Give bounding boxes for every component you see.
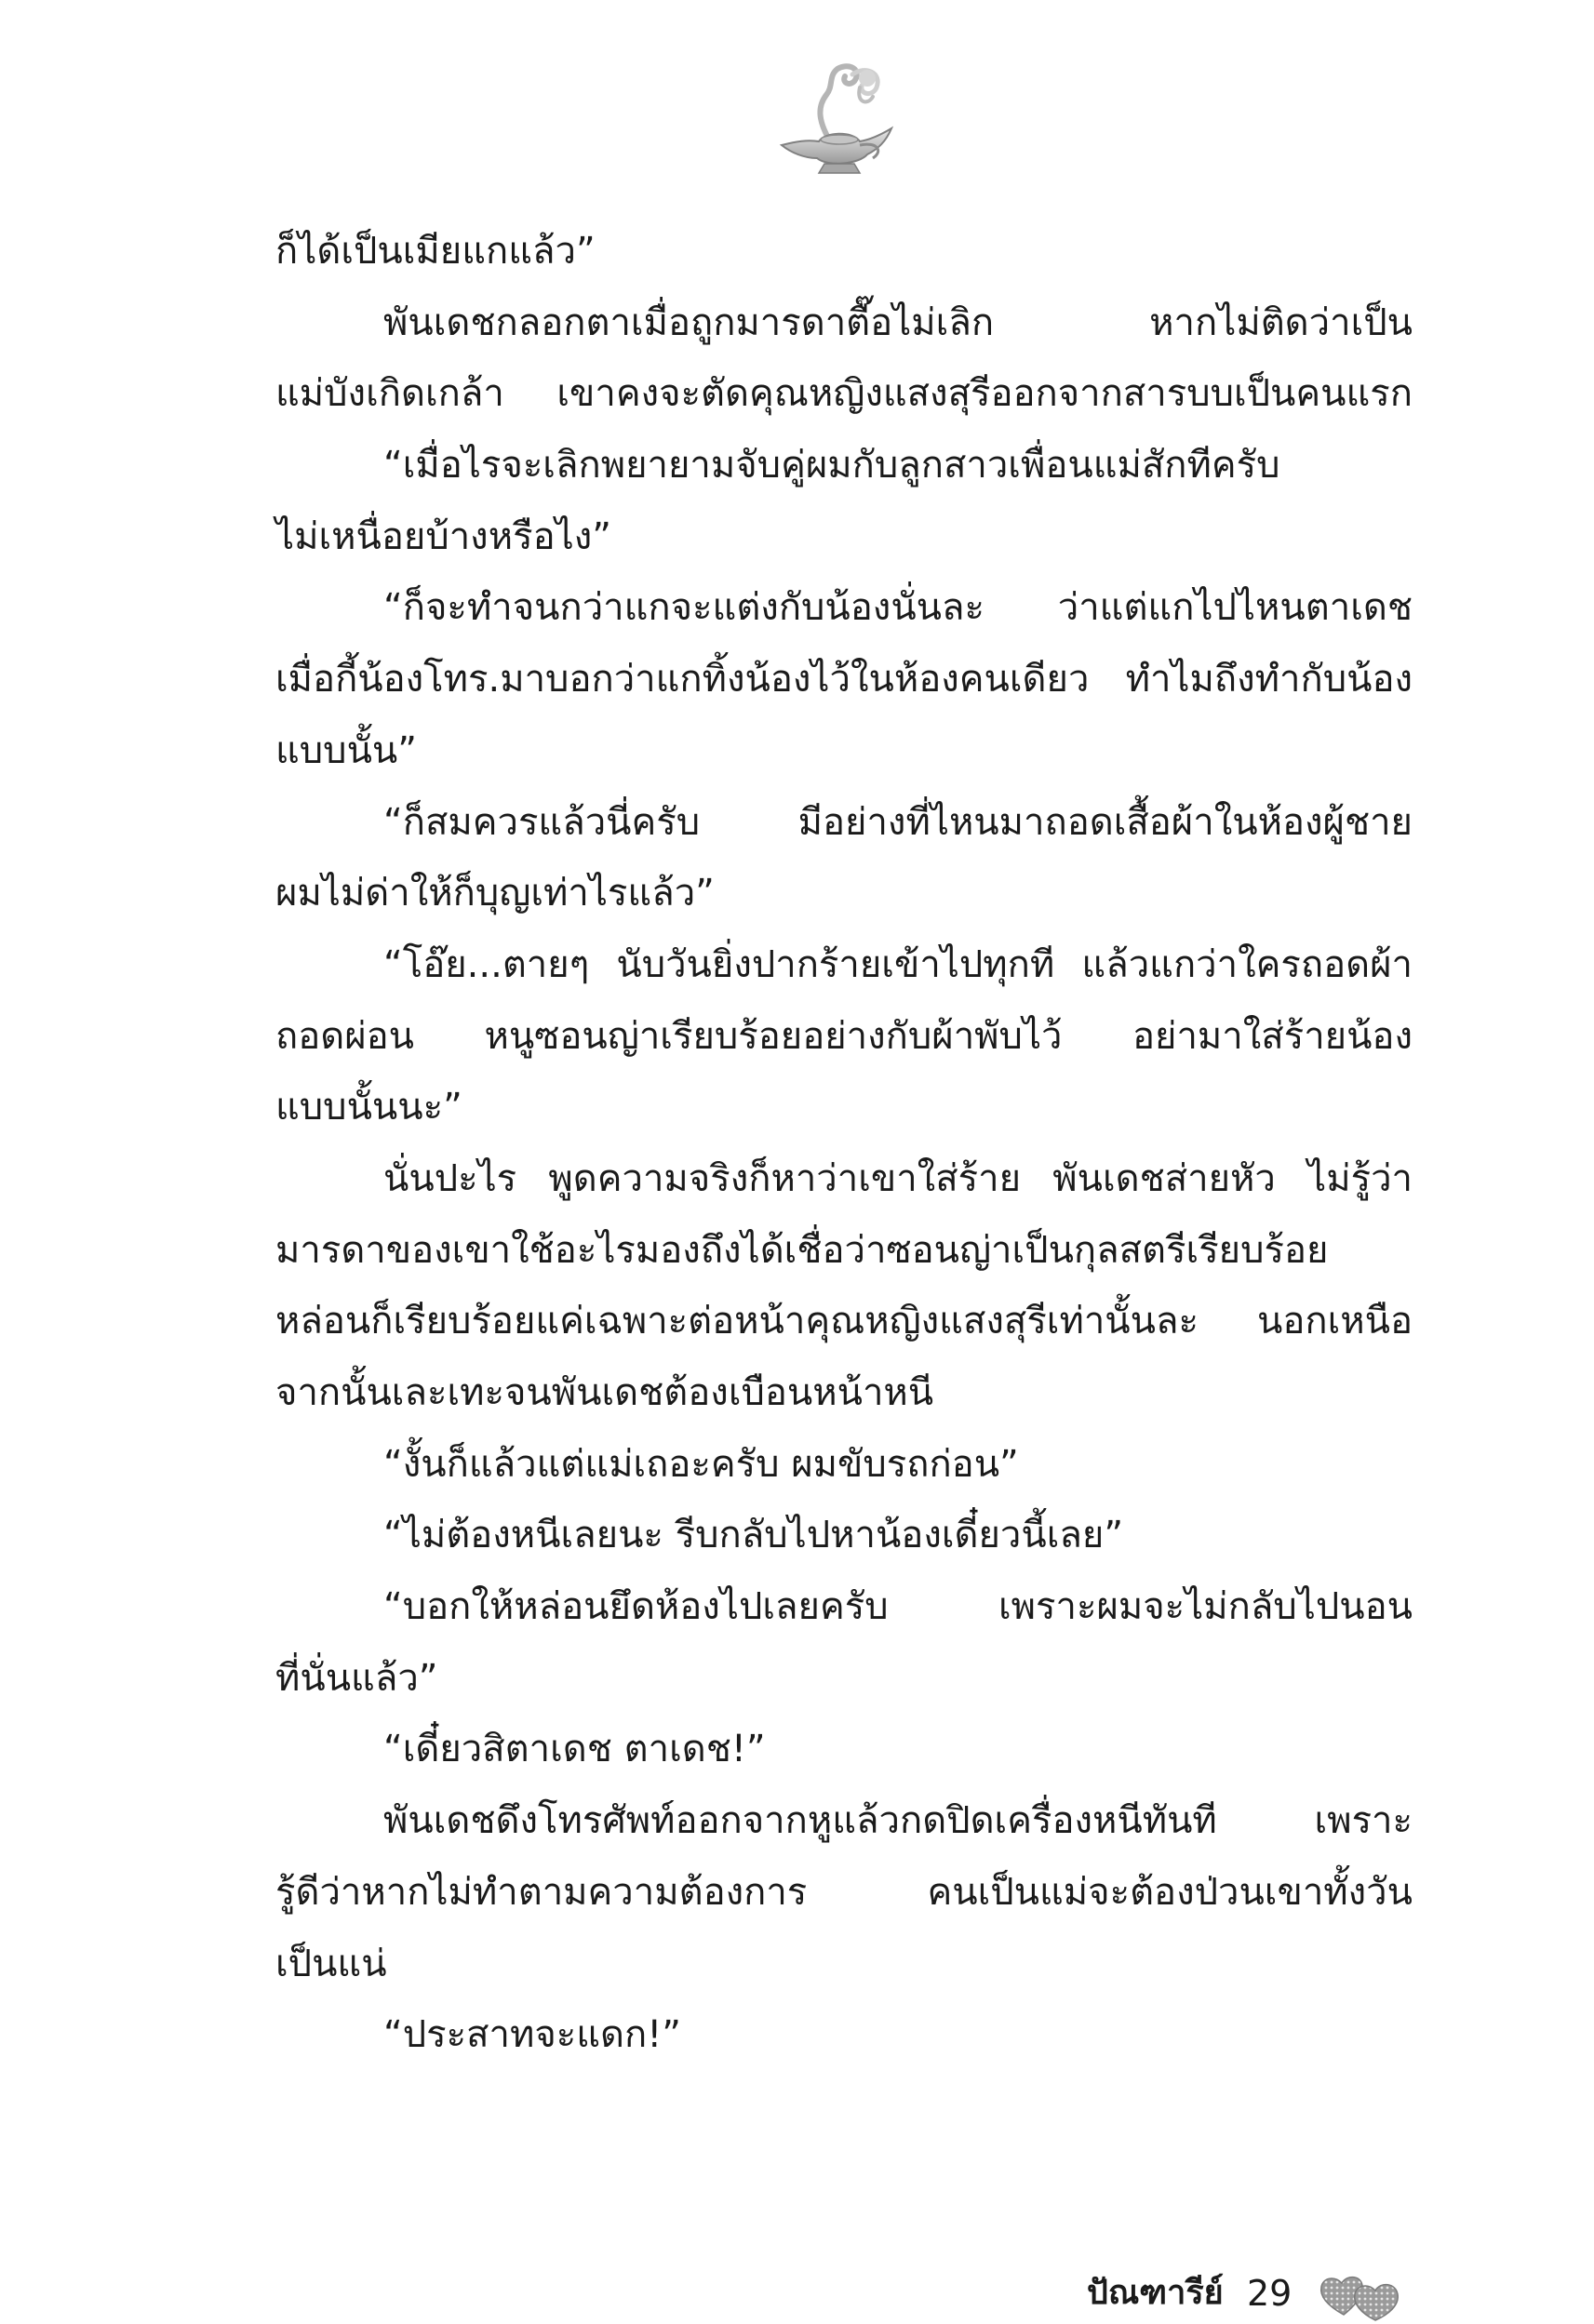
- body-text: [275, 216, 1413, 2071]
- text-line: “เมื่อไรจะเลิกพยายามจับคู่ผมกับลูกสาวเพื่อนแม่สักทีครับ: [383, 444, 1280, 488]
- text-line: จากนั้นเละเทะจนพันเดชต้องเบือนหน้าหนี: [275, 1371, 934, 1414]
- text-line: เป็นแน่: [275, 1942, 387, 1985]
- text-line: “โอ๊ย...ตายๆ นับวันยิ่งปากร้ายเข้าไปทุกที แล้วแกว่าใครถอดผ้า: [383, 942, 1413, 986]
- text-line: ที่นั่นแล้ว”: [275, 1656, 438, 1700]
- book-title: ปัณฑารีย์: [1087, 2274, 1224, 2312]
- text-line: เมื่อกี้น้องโทร.มาบอกว่าแกทิ้งน้องไว้ในห้องคนเดียว ทำไมถึงทำกับน้อง: [275, 658, 1413, 701]
- text-line: “ไม่ต้องหนีเลยนะ รีบกลับไปหาน้องเดี๋ยวนี้เลย”: [383, 1514, 1124, 1557]
- text-line: “งั้นก็แล้วแต่แม่เถอะครับ ผมขับรถก่อน”: [383, 1442, 1019, 1486]
- text-line: “ประสาทจะแดก!”: [383, 2013, 681, 2057]
- text-line: ถอดผ่อน หนูซอนญ่าเรียบร้อยอย่างกับผ้าพับไว้ อย่ามาใส่ร้ายน้อง: [275, 1014, 1413, 1058]
- text-line: พันเดชกลอกตาเมื่อถูกมารดาตื๊อไม่เลิก หากไม่ติดว่าเป็น: [383, 301, 1413, 344]
- text-line: ก็ได้เป็นเมียแกแล้ว”: [275, 230, 596, 273]
- text-line: พันเดชดึงโทรศัพท์ออกจากหูแล้วกดปิดเครื่องหนีทันที เพราะ: [383, 1799, 1413, 1843]
- text-line: แม่บังเกิดเกล้า เขาคงจะตัดคุณหญิงแสงสุรีออกจากสารบบเป็นคนแรก: [275, 372, 1413, 416]
- genie-lamp-icon: [763, 56, 903, 186]
- text-line: มารดาของเขาใช้อะไรมองถึงได้เชื่อว่าซอนญ่าเป็นกุลสตรีเรียบร้อย: [275, 1228, 1329, 1272]
- hearts-decoration-icon: [1318, 2268, 1407, 2324]
- text-line: “บอกให้หล่อนยึดห้องไปเลยครับ เพราะผมจะไม่กลับไปนอน: [383, 1585, 1413, 1629]
- text-line: “เดี๋ยวสิตาเดช ตาเดช!”: [383, 1728, 766, 1771]
- text-line: รู้ดีว่าหากไม่ทำตามความต้องการ คนเป็นแม่จะต้องป่วนเขาทั้งวัน: [275, 1870, 1413, 1914]
- text-line: หล่อนก็เรียบร้อยแค่เฉพาะต่อหน้าคุณหญิงแสงสุรีเท่านั้นละ นอกเหนือ: [275, 1300, 1413, 1343]
- text-line: แบบนั้นนะ”: [275, 1086, 462, 1129]
- text-line: นั่นปะไร พูดความจริงก็หาว่าเขาใส่ร้าย พันเดชส่ายหัว ไม่รู้ว่า: [383, 1156, 1413, 1200]
- page-number: 29: [1247, 2273, 1293, 2314]
- text-line: “ก็สมควรแล้วนี่ครับ มีอย่างที่ไหนมาถอดเสื้อผ้าในห้องผู้ชาย: [383, 800, 1413, 844]
- text-line: ผมไม่ด่าให้ก็บุญเท่าไรแล้ว”: [275, 872, 715, 915]
- text-line: ไม่เหนื่อยบ้างหรือไง”: [275, 514, 611, 558]
- text-line: แบบนั้น”: [275, 728, 417, 772]
- text-line: “ก็จะทำจนกว่าแกจะแต่งกับน้องนั่นละ ว่าแต่แกไปไหนตาเดช: [383, 586, 1413, 630]
